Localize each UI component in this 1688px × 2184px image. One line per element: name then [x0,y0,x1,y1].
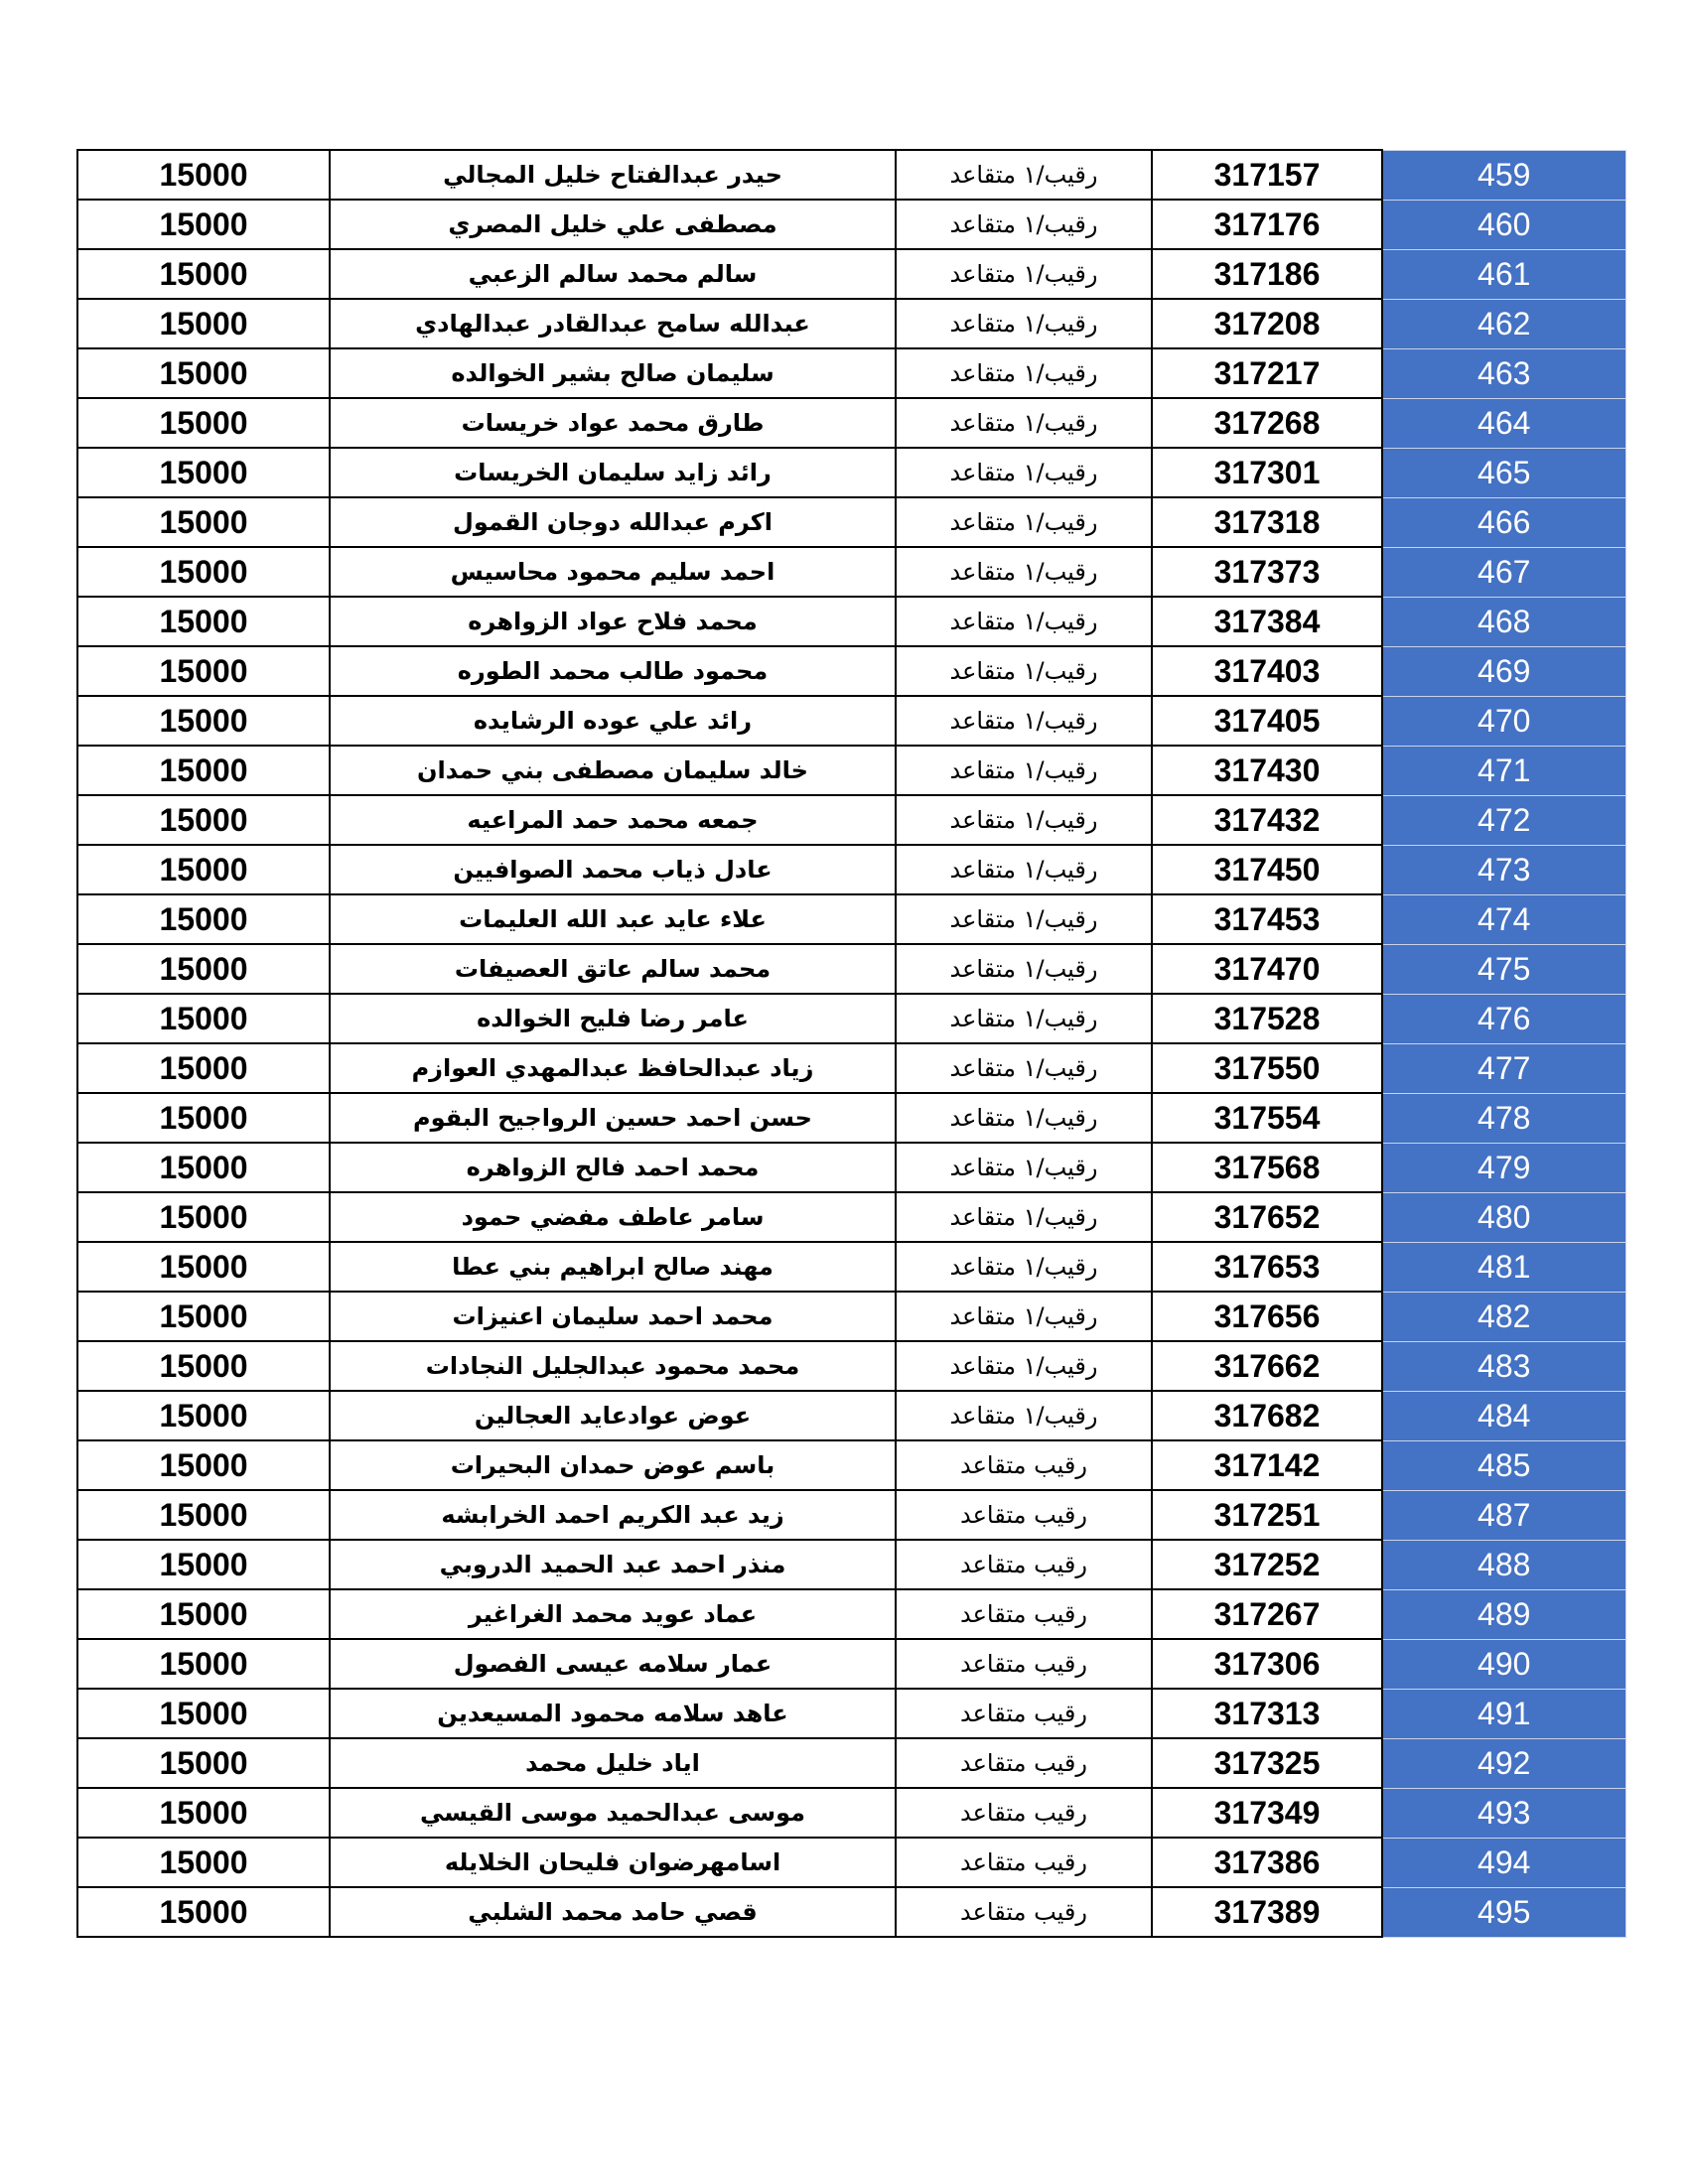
sequence-cell: 483 [1382,1341,1625,1391]
id-number-cell: 317568 [1152,1143,1382,1192]
table-body [77,150,1625,1937]
id-number-cell: 317432 [1152,795,1382,845]
sequence-cell: 478 [1382,1093,1625,1143]
table-row [77,1788,1625,1838]
amount-cell: 15000 [77,1540,330,1589]
table-row [77,1391,1625,1440]
amount-cell: 15000 [77,795,330,845]
rank-cell: رقيب/١ متقاعد [896,497,1152,547]
rank-cell: رقيب متقاعد [896,1440,1152,1490]
id-number-cell: 317682 [1152,1391,1382,1440]
table-row [77,1639,1625,1689]
name-cell: موسى عبدالحميد موسى القيسي [330,1788,896,1838]
table-row [77,1838,1625,1887]
rank-cell: رقيب/١ متقاعد [896,200,1152,249]
rank-cell: رقيب متقاعد [896,1738,1152,1788]
sequence-cell: 491 [1382,1689,1625,1738]
sequence-cell: 476 [1382,994,1625,1043]
name-cell: محمد محمود عبدالجليل النجادات [330,1341,896,1391]
table-row [77,1242,1625,1292]
table-row [77,1043,1625,1093]
rank-cell: رقيب/١ متقاعد [896,795,1152,845]
table-row [77,894,1625,944]
id-number-cell: 317325 [1152,1738,1382,1788]
name-cell: محمد احمد فالح الزواهره [330,1143,896,1192]
rank-cell: رقيب/١ متقاعد [896,1391,1152,1440]
table-row [77,150,1625,200]
amount-cell: 15000 [77,994,330,1043]
amount-cell: 15000 [77,448,330,497]
table-row [77,746,1625,795]
sequence-cell: 459 [1382,150,1625,200]
amount-cell: 15000 [77,150,330,200]
rank-cell: رقيب/١ متقاعد [896,398,1152,448]
table-row [77,597,1625,646]
id-number-cell: 317267 [1152,1589,1382,1639]
table-row [77,1490,1625,1540]
rank-cell: رقيب متقاعد [896,1540,1152,1589]
table-row [77,795,1625,845]
amount-cell: 15000 [77,1391,330,1440]
sequence-cell: 488 [1382,1540,1625,1589]
table-row [77,547,1625,597]
table-row [77,944,1625,994]
sequence-cell: 489 [1382,1589,1625,1639]
rank-cell: رقيب/١ متقاعد [896,944,1152,994]
name-cell: حسن احمد حسين الرواجيح البقوم [330,1093,896,1143]
id-number-cell: 317653 [1152,1242,1382,1292]
amount-cell: 15000 [77,646,330,696]
amount-cell: 15000 [77,1639,330,1689]
table-row [77,1589,1625,1639]
rank-cell: رقيب/١ متقاعد [896,597,1152,646]
name-cell: جمعه محمد حمد المراعيه [330,795,896,845]
table-row [77,646,1625,696]
table-row [77,348,1625,398]
sequence-cell: 493 [1382,1788,1625,1838]
rank-cell: رقيب/١ متقاعد [896,299,1152,348]
name-cell: اكرم عبدالله دوجان القمول [330,497,896,547]
amount-cell: 15000 [77,696,330,746]
id-number-cell: 317528 [1152,994,1382,1043]
name-cell: رائد علي عوده الرشايده [330,696,896,746]
id-number-cell: 317217 [1152,348,1382,398]
amount-cell: 15000 [77,1440,330,1490]
id-number-cell: 317318 [1152,497,1382,547]
rank-cell: رقيب/١ متقاعد [896,1192,1152,1242]
amount-cell: 15000 [77,1589,330,1639]
rank-cell: رقيب/١ متقاعد [896,646,1152,696]
table-row [77,249,1625,299]
sequence-cell: 473 [1382,845,1625,894]
amount-cell: 15000 [77,1143,330,1192]
id-number-cell: 317389 [1152,1887,1382,1937]
sequence-cell: 477 [1382,1043,1625,1093]
id-number-cell: 317208 [1152,299,1382,348]
id-number-cell: 317554 [1152,1093,1382,1143]
id-number-cell: 317251 [1152,1490,1382,1540]
sequence-cell: 471 [1382,746,1625,795]
name-cell: زياد عبدالحافظ عبدالمهدي العوازم [330,1043,896,1093]
rank-cell: رقيب/١ متقاعد [896,1093,1152,1143]
sequence-cell: 468 [1382,597,1625,646]
rank-cell: رقيب/١ متقاعد [896,1043,1152,1093]
rank-cell: رقيب متقاعد [896,1689,1152,1738]
rank-cell: رقيب متقاعد [896,1887,1152,1937]
sequence-cell: 482 [1382,1292,1625,1341]
name-cell: عادل ذياب محمد الصوافيين [330,845,896,894]
sequence-cell: 487 [1382,1490,1625,1540]
id-number-cell: 317306 [1152,1639,1382,1689]
sequence-cell: 492 [1382,1738,1625,1788]
rank-cell: رقيب/١ متقاعد [896,994,1152,1043]
name-cell: طارق محمد عواد خريسات [330,398,896,448]
id-number-cell: 317470 [1152,944,1382,994]
rank-cell: رقيب/١ متقاعد [896,1292,1152,1341]
amount-cell: 15000 [77,1838,330,1887]
rank-cell: رقيب/١ متقاعد [896,1242,1152,1292]
amount-cell: 15000 [77,746,330,795]
table-row [77,1440,1625,1490]
sequence-cell: 469 [1382,646,1625,696]
name-cell: عماد عويد محمد الغراغير [330,1589,896,1639]
sequence-cell: 495 [1382,1887,1625,1937]
name-cell: عامر رضا فليح الخوالده [330,994,896,1043]
id-number-cell: 317142 [1152,1440,1382,1490]
amount-cell: 15000 [77,299,330,348]
name-cell: مصطفى علي خليل المصري [330,200,896,249]
sequence-cell: 472 [1382,795,1625,845]
name-cell: رائد زايد سليمان الخريسات [330,448,896,497]
sequence-cell: 460 [1382,200,1625,249]
name-cell: مهند صالح ابراهيم بني عطا [330,1242,896,1292]
rank-cell: رقيب/١ متقاعد [896,746,1152,795]
id-number-cell: 317384 [1152,597,1382,646]
amount-cell: 15000 [77,1242,330,1292]
name-cell: سالم محمد سالم الزعبي [330,249,896,299]
table-row [77,1093,1625,1143]
name-cell: عبدالله سامح عبدالقادر عبدالهادي [330,299,896,348]
rank-cell: رقيب/١ متقاعد [896,1143,1152,1192]
table-row [77,398,1625,448]
rank-cell: رقيب/١ متقاعد [896,845,1152,894]
name-cell: سامر عاطف مفضي حمود [330,1192,896,1242]
id-number-cell: 317550 [1152,1043,1382,1093]
table-row [77,448,1625,497]
rank-cell: رقيب/١ متقاعد [896,348,1152,398]
sequence-cell: 465 [1382,448,1625,497]
name-cell: باسم عوض حمدان البحيرات [330,1440,896,1490]
table-row [77,1887,1625,1937]
table-row [77,1540,1625,1589]
amount-cell: 15000 [77,894,330,944]
id-number-cell: 317405 [1152,696,1382,746]
rank-cell: رقيب/١ متقاعد [896,894,1152,944]
name-cell: محمد سالم عاتق العصيفات [330,944,896,994]
amount-cell: 15000 [77,398,330,448]
id-number-cell: 317268 [1152,398,1382,448]
name-cell: علاء عايد عبد الله العليمات [330,894,896,944]
sequence-cell: 479 [1382,1143,1625,1192]
name-cell: قصي حامد محمد الشلبي [330,1887,896,1937]
amount-cell: 15000 [77,1887,330,1937]
id-number-cell: 317652 [1152,1192,1382,1242]
id-number-cell: 317301 [1152,448,1382,497]
sequence-cell: 490 [1382,1639,1625,1689]
id-number-cell: 317349 [1152,1788,1382,1838]
amount-cell: 15000 [77,1341,330,1391]
amount-cell: 15000 [77,200,330,249]
table-row [77,1143,1625,1192]
rank-cell: رقيب متقاعد [896,1838,1152,1887]
table-row [77,1292,1625,1341]
name-cell: محمد فلاح عواد الزواهره [330,597,896,646]
rank-cell: رقيب/١ متقاعد [896,1341,1152,1391]
id-number-cell: 317450 [1152,845,1382,894]
id-number-cell: 317386 [1152,1838,1382,1887]
id-number-cell: 317656 [1152,1292,1382,1341]
table-row [77,200,1625,249]
sequence-cell: 484 [1382,1391,1625,1440]
sequence-cell: 470 [1382,696,1625,746]
id-number-cell: 317430 [1152,746,1382,795]
amount-cell: 15000 [77,597,330,646]
amount-cell: 15000 [77,1788,330,1838]
rank-cell: رقيب/١ متقاعد [896,696,1152,746]
id-number-cell: 317186 [1152,249,1382,299]
amount-cell: 15000 [77,497,330,547]
name-cell: عاهد سلامه محمود المسيعدين [330,1689,896,1738]
table-row [77,1738,1625,1788]
amount-cell: 15000 [77,1292,330,1341]
name-cell: اسامهرضوان فليحان الخلايله [330,1838,896,1887]
name-cell: منذر احمد عبد الحميد الدروبي [330,1540,896,1589]
rank-cell: رقيب متقاعد [896,1490,1152,1540]
amount-cell: 15000 [77,1043,330,1093]
id-number-cell: 317252 [1152,1540,1382,1589]
name-cell: احمد سليم محمود محاسيس [330,547,896,597]
name-cell: اياد خليل محمد [330,1738,896,1788]
sequence-cell: 474 [1382,894,1625,944]
id-number-cell: 317373 [1152,547,1382,597]
rank-cell: رقيب/١ متقاعد [896,547,1152,597]
rank-cell: رقيب متقاعد [896,1639,1152,1689]
table-row [77,1192,1625,1242]
amount-cell: 15000 [77,249,330,299]
id-number-cell: 317662 [1152,1341,1382,1391]
table-row [77,845,1625,894]
table-row [77,1341,1625,1391]
table-row [77,696,1625,746]
name-cell: عوض عوادعايد العجالين [330,1391,896,1440]
sequence-cell: 485 [1382,1440,1625,1490]
name-cell: زيد عبد الكريم احمد الخرابشه [330,1490,896,1540]
name-cell: محمد احمد سليمان اعنيزات [330,1292,896,1341]
id-number-cell: 317403 [1152,646,1382,696]
table-row [77,497,1625,547]
name-cell: سليمان صالح بشير الخوالده [330,348,896,398]
sequence-cell: 466 [1382,497,1625,547]
rank-cell: رقيب/١ متقاعد [896,150,1152,200]
amount-cell: 15000 [77,348,330,398]
sequence-cell: 463 [1382,348,1625,398]
rank-cell: رقيب متقاعد [896,1589,1152,1639]
sequence-cell: 494 [1382,1838,1625,1887]
sequence-cell: 475 [1382,944,1625,994]
table-row [77,1689,1625,1738]
amount-cell: 15000 [77,944,330,994]
sequence-cell: 461 [1382,249,1625,299]
sequence-cell: 462 [1382,299,1625,348]
id-number-cell: 317176 [1152,200,1382,249]
sequence-cell: 467 [1382,547,1625,597]
sequence-cell: 464 [1382,398,1625,448]
rank-cell: رقيب/١ متقاعد [896,448,1152,497]
amount-cell: 15000 [77,1689,330,1738]
rank-cell: رقيب/١ متقاعد [896,249,1152,299]
sequence-cell: 481 [1382,1242,1625,1292]
id-number-cell: 317453 [1152,894,1382,944]
table-row [77,994,1625,1043]
amount-cell: 15000 [77,547,330,597]
amount-cell: 15000 [77,1192,330,1242]
amount-cell: 15000 [77,845,330,894]
id-number-cell: 317313 [1152,1689,1382,1738]
name-cell: خالد سليمان مصطفى بني حمدان [330,746,896,795]
amount-cell: 15000 [77,1093,330,1143]
data-table [76,149,1626,1938]
rank-cell: رقيب متقاعد [896,1788,1152,1838]
name-cell: محمود طالب محمد الطوره [330,646,896,696]
name-cell: حيدر عبدالفتاح خليل المجالي [330,150,896,200]
amount-cell: 15000 [77,1738,330,1788]
sequence-cell: 480 [1382,1192,1625,1242]
table-row [77,299,1625,348]
id-number-cell: 317157 [1152,150,1382,200]
amount-cell: 15000 [77,1490,330,1540]
name-cell: عمار سلامه عيسى الفصول [330,1639,896,1689]
